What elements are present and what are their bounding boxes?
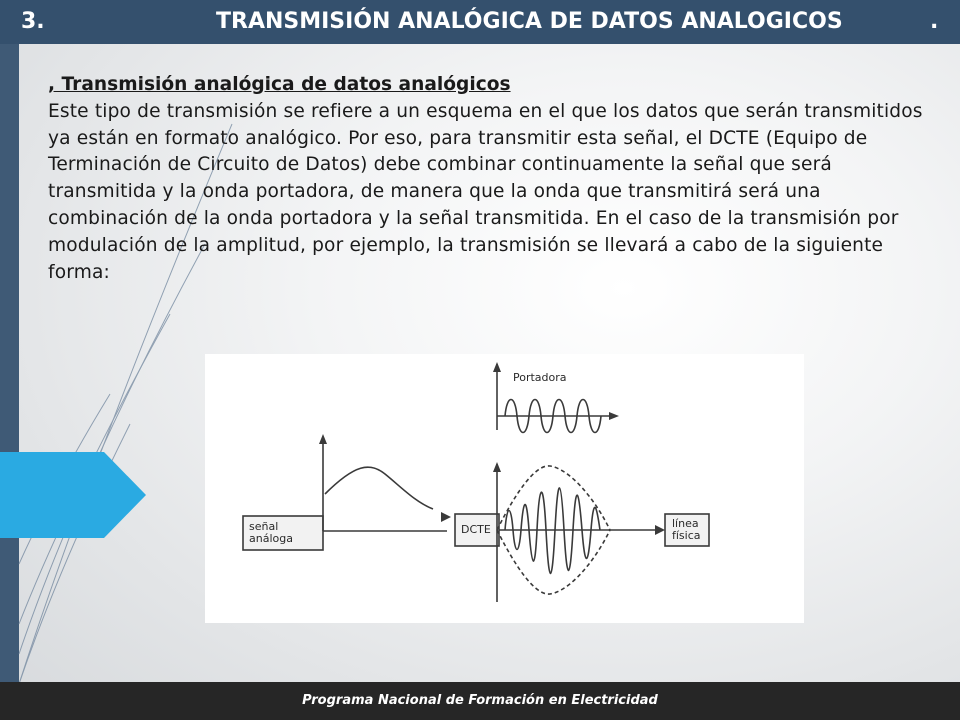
content-area <box>48 72 928 286</box>
content-heading: , Transmisión analógica de datos analógicos <box>48 74 511 95</box>
modulated-y-arrow <box>493 462 501 472</box>
upper-envelope <box>497 466 610 530</box>
footer-bar <box>0 682 960 720</box>
carrier-x-arrow <box>609 412 619 420</box>
footer-text: Programa Nacional de Formación en Electricidad <box>302 693 658 708</box>
title-trailing-dot: . <box>930 9 939 34</box>
signal-y-arrow <box>319 434 327 444</box>
physical-line-label: línea física <box>672 517 701 542</box>
title-bar <box>0 0 960 44</box>
slide-title: TRANSMISIÓN ANALÓGICA DE DATOS ANALOGICOS <box>216 9 843 34</box>
analog-signal-wave <box>325 467 433 509</box>
dcte-label: DCTE <box>461 523 491 536</box>
output-arrow <box>655 525 665 535</box>
input-signal-label: señal análoga <box>249 520 293 545</box>
accent-arrow-tab <box>0 452 150 538</box>
signal-x-arrow <box>441 512 451 522</box>
carrier-label: Portadora <box>513 371 567 384</box>
carrier-y-arrow <box>493 362 501 372</box>
modulation-diagram <box>205 354 804 623</box>
section-number: 3. <box>21 9 45 34</box>
content-paragraph: Este tipo de transmisión se refiere a un esquema en el que los datos que serán transmitidos ya están en formato analógico. Por eso, para transmitir esta señal, el DCTE (Equipo de Terminación de Circuito de Datos) debe combinar continuamente la señal que será transmitida y la onda portadora, de manera que la onda que transmitirá será una combinación de la onda portadora y la señal transmitida. En el caso de la transmisión por modulación de la amplitud, por ejemplo, la transmisión se llevará a cabo de la siguiente forma: <box>48 100 923 283</box>
diagram-drawing <box>205 354 804 623</box>
